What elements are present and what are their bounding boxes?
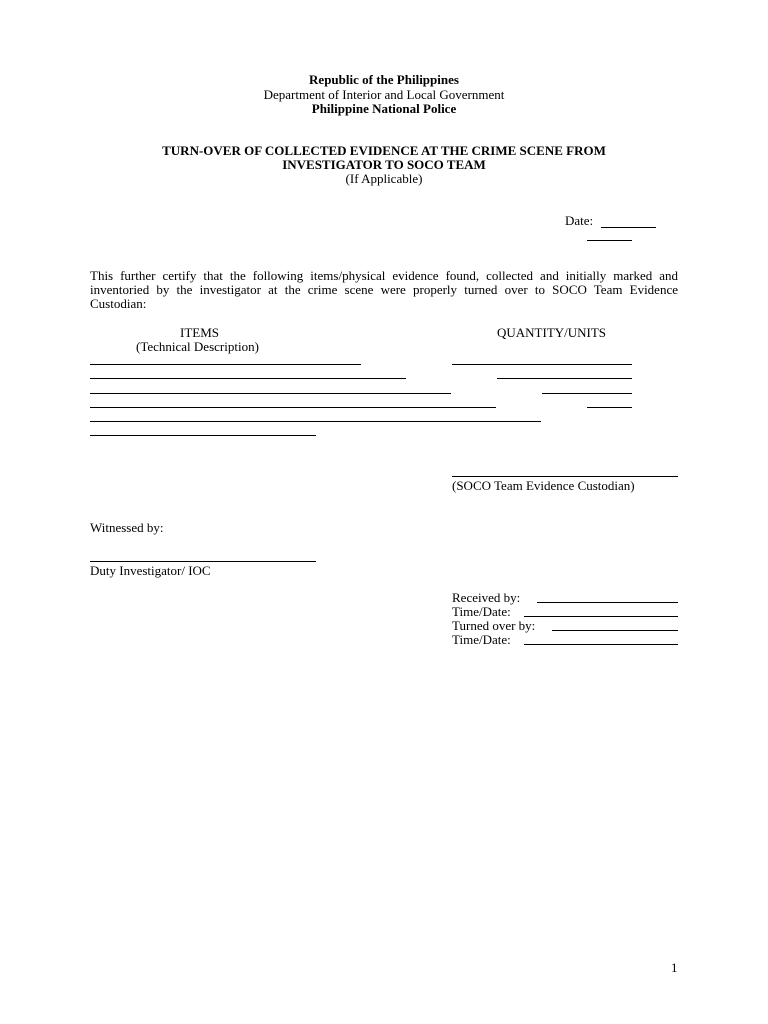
witnessed-label: Witnessed by:: [90, 520, 164, 535]
turned-over-by-label: Turned over by:: [452, 618, 536, 633]
item-line[interactable]: [90, 421, 541, 422]
quantity-line[interactable]: [587, 407, 632, 408]
title-line-2: INVESTIGATOR TO SOCO TEAM: [282, 157, 486, 172]
time-date-line-1[interactable]: [524, 616, 678, 617]
item-line[interactable]: [90, 364, 361, 365]
republic-heading: Republic of the Philippines: [309, 72, 459, 87]
department-heading: Department of Interior and Local Government: [263, 87, 505, 102]
received-by-label: Received by:: [452, 590, 521, 605]
page-number: 1: [671, 960, 678, 975]
time-date-label-2: Time/Date:: [452, 632, 511, 647]
item-line[interactable]: [90, 378, 406, 379]
item-line[interactable]: [90, 407, 496, 408]
items-column-subheader: (Technical Description): [136, 339, 259, 354]
quantity-column-header: QUANTITY/UNITS: [497, 325, 607, 340]
date-label: Date:: [565, 213, 594, 228]
quantity-line[interactable]: [497, 378, 632, 379]
turned-over-by-line[interactable]: [552, 630, 678, 631]
agency-heading: Philippine National Police: [311, 101, 457, 116]
custodian-signature-line[interactable]: [452, 476, 678, 477]
quantity-line[interactable]: [452, 364, 632, 365]
item-line[interactable]: [90, 435, 316, 436]
investigator-caption: Duty Investigator/ IOC: [90, 563, 211, 578]
investigator-signature-line[interactable]: [90, 561, 316, 562]
custodian-caption: (SOCO Team Evidence Custodian): [452, 478, 635, 493]
date-blank-line-1[interactable]: [601, 227, 656, 228]
date-blank-line-2[interactable]: [587, 240, 632, 241]
title-subtitle: (If Applicable): [345, 171, 423, 186]
item-line[interactable]: [90, 393, 451, 394]
title-line-1: TURN-OVER OF COLLECTED EVIDENCE AT THE CRIME SCENE FROM: [162, 143, 606, 158]
time-date-line-2[interactable]: [524, 644, 678, 645]
time-date-label-1: Time/Date:: [452, 604, 511, 619]
items-column-header: ITEMS: [180, 325, 219, 340]
quantity-line[interactable]: [542, 393, 632, 394]
received-by-line[interactable]: [537, 602, 678, 603]
certification-paragraph: This further certify that the following items/physical evidence found, collected and initially marked and inventoried by the investigator at the crime scene were properly turned over to SOCO Team Evidence Custodian:: [90, 268, 678, 311]
